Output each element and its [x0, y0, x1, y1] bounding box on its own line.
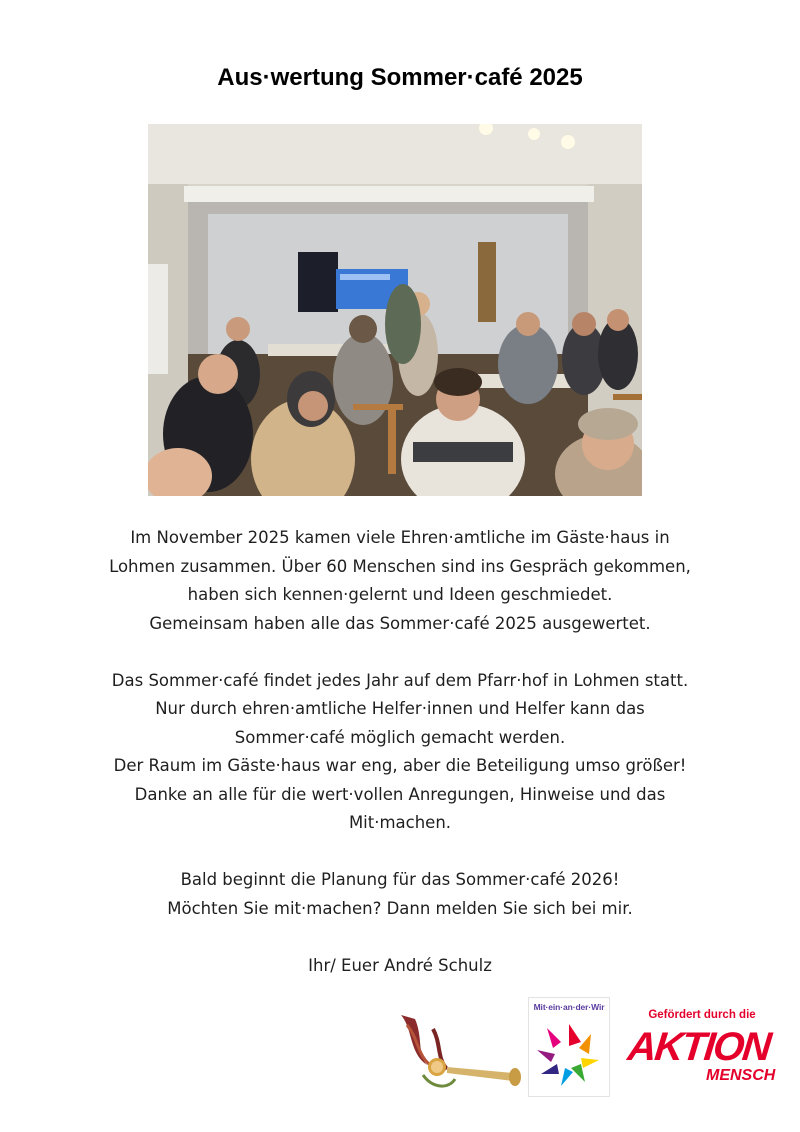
text-line: Lohmen zusammen. Über 60 Menschen sind ins Gespräch gekommen, — [109, 556, 691, 576]
body-text — [60, 524, 740, 980]
text-line: Mit·machen. — [348, 813, 452, 832]
miteinander-logo — [528, 997, 610, 1097]
text-line: Danke an alle für die wert·vollen Anregungen, Hinweise und das — [134, 784, 666, 804]
funding-label: Gefördert durch die — [648, 1009, 756, 1021]
text-line: Gemeinsam haben alle das Sommer·café 2025 ausgewertet. — [149, 613, 651, 633]
miteinander-label: Mit·ein·an·der·Wir — [533, 1002, 605, 1012]
paragraph-intro — [60, 524, 740, 638]
paragraph-invitation — [60, 866, 740, 923]
paragraph-about — [60, 667, 740, 838]
page-title: Aus·wertung Sommer·café 2025 — [217, 64, 583, 91]
text-line: Möchten Sie mit·machen? Dann melden Sie sich bei mir. — [167, 898, 633, 918]
angel-trumpet-logo — [393, 1009, 523, 1093]
aktion-mensch-logo — [626, 1009, 778, 1095]
aktion-wordmark: AKTION — [625, 1025, 772, 1069]
signature: Ihr/ Euer André Schulz — [308, 955, 492, 975]
mensch-wordmark: MENSCH — [706, 1067, 776, 1084]
text-line: Der Raum im Gäste·haus war eng, aber die Beteiligung umso größer! — [113, 756, 687, 775]
text-line: Sommer·café möglich gemacht werden. — [234, 727, 566, 747]
text-line: Bald beginnt die Planung für das Sommer·café 2026! — [180, 870, 620, 889]
logo-row — [0, 995, 800, 1105]
text-line: Nur durch ehren·amtliche Helfer·innen und Helfer kann das — [155, 699, 645, 718]
event-photo — [148, 124, 642, 496]
text-line: Das Sommer·café findet jedes Jahr auf dem Pfarr·hof in Lohmen statt. — [111, 670, 689, 690]
text-line: haben sich kennen·gelernt und Ideen geschmiedet. — [187, 585, 613, 604]
text-line: Im November 2025 kamen viele Ehren·amtliche im Gäste·haus in — [130, 528, 670, 547]
